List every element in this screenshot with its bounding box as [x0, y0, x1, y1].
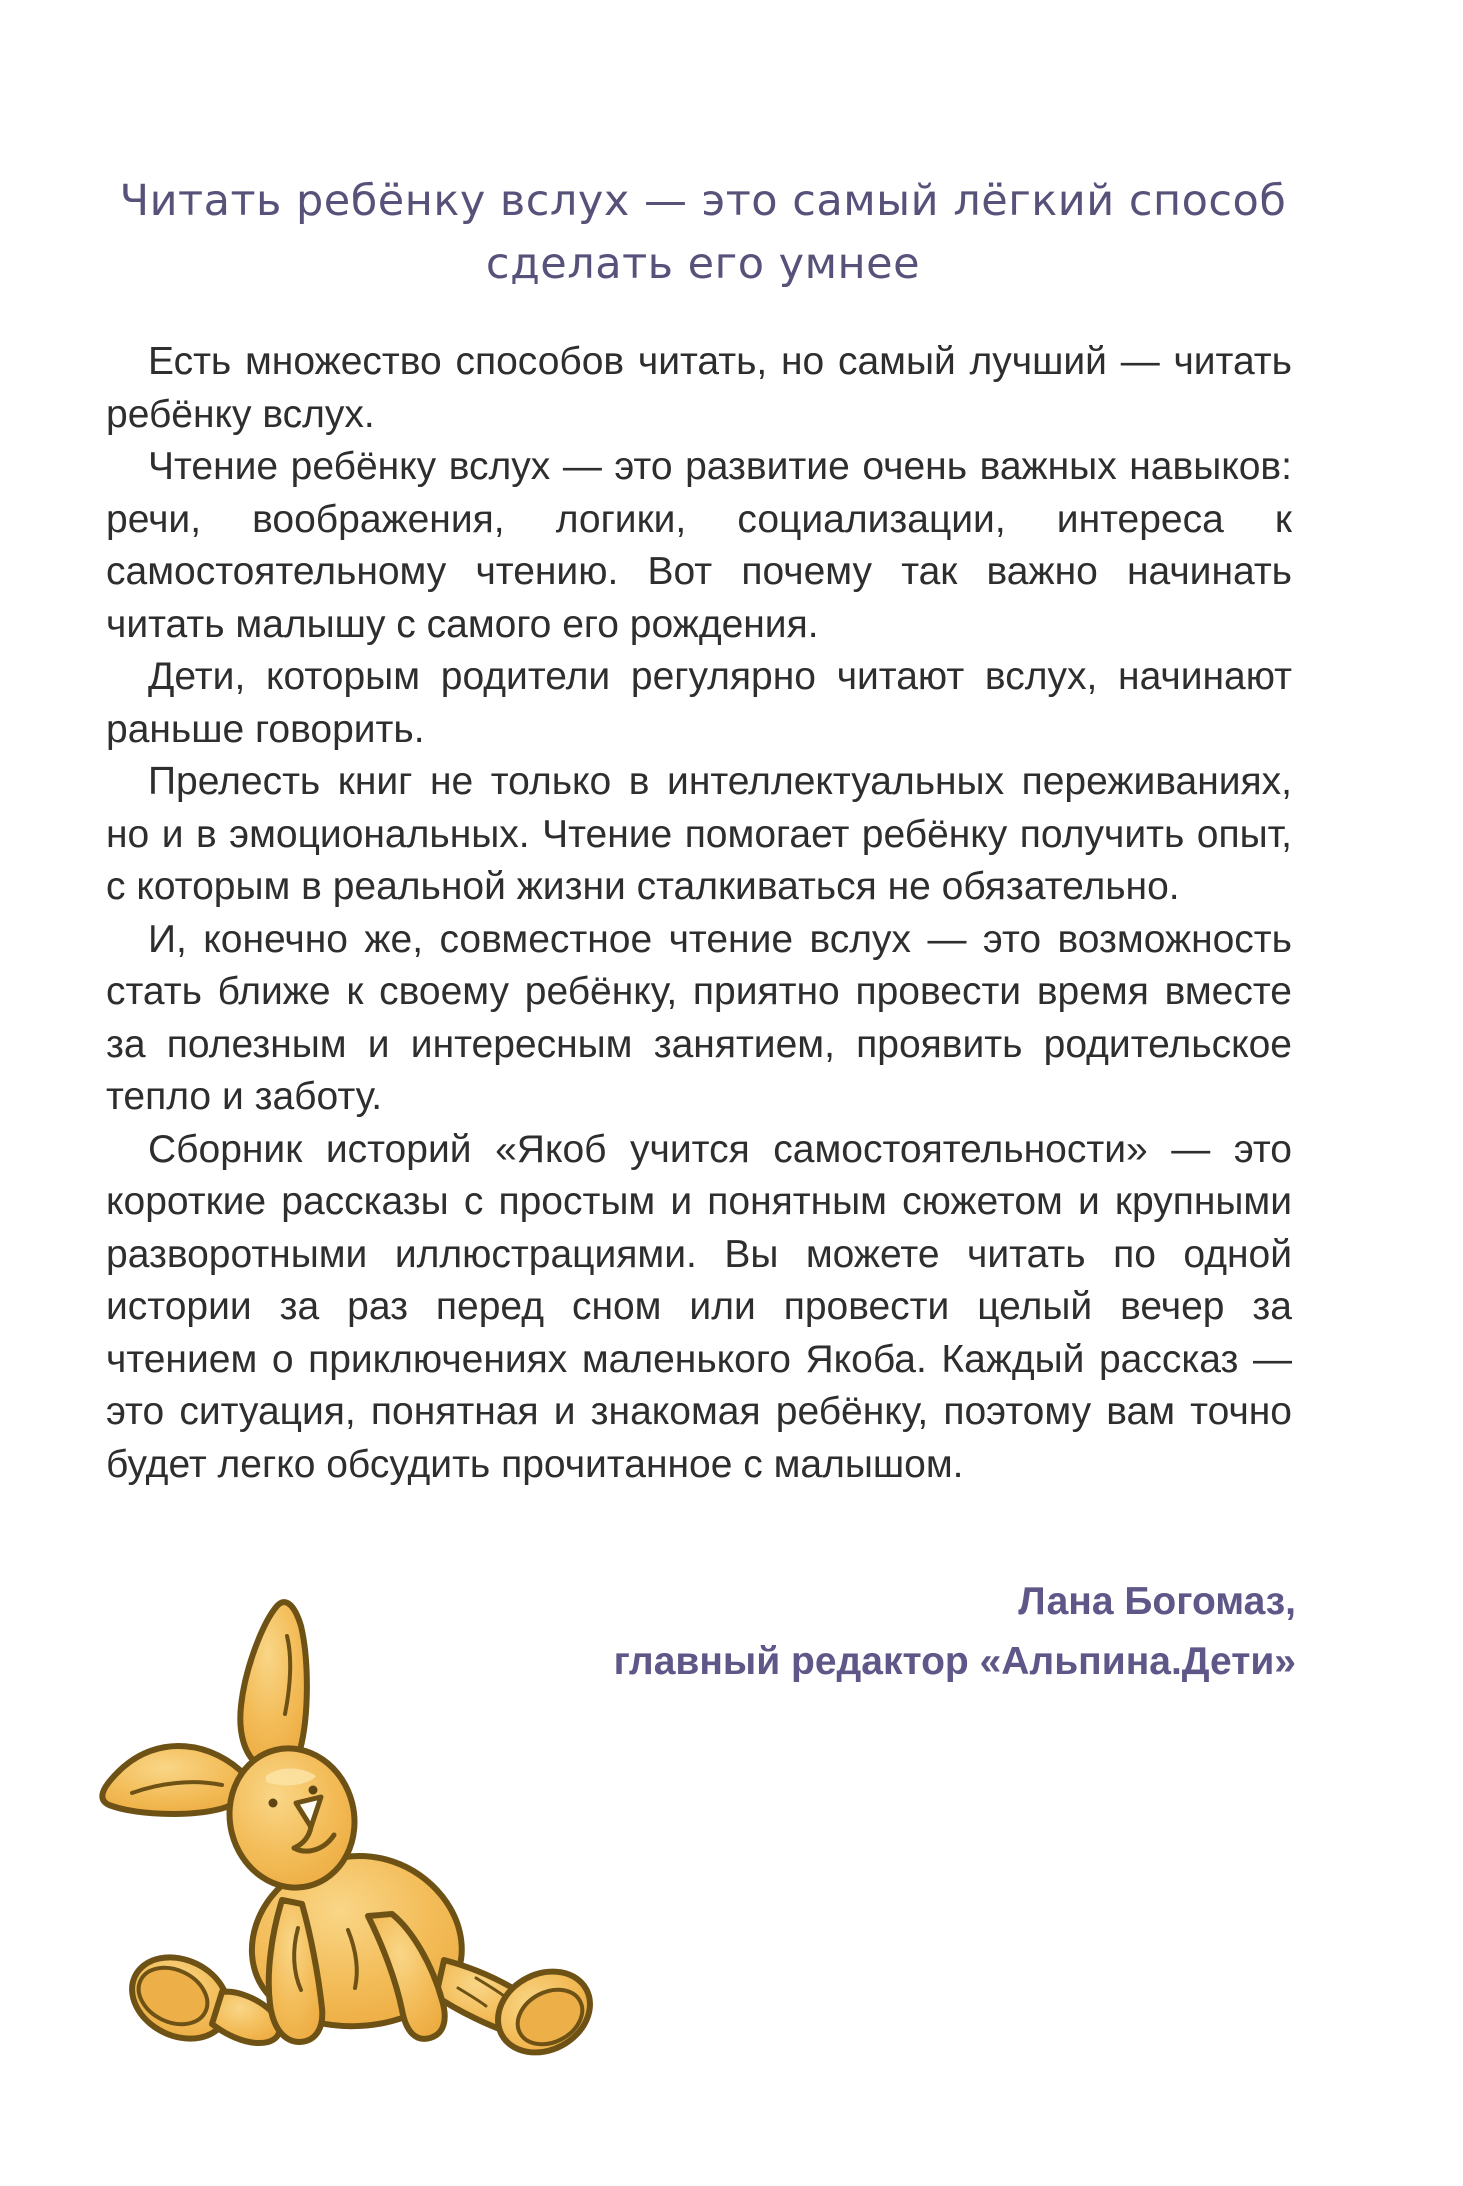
plush-bunny-icon: [94, 1596, 596, 2078]
heading-line-1: Читать ребёнку вслух — это самый лёгкий способ: [119, 176, 1287, 226]
paragraph-6: Сборник историй «Якоб учится самостоятельности» — это короткие рассказы с простым и понятным сюжетом и крупными разворотными иллюстрациями. Вы можете читать по одной истории за раз перед сном или провести целый вечер за чтением о приключениях маленького Якоба. Каждый рассказ — это ситуация, понятная и знакомая ребёнку, поэтому вам точно будет легко обсудить прочитанное с малышом.: [106, 1127, 1292, 1486]
body-text: [106, 336, 1292, 1491]
plush-bunny-illustration: [94, 1596, 596, 2078]
paragraph-4: Прелесть книг не только в интеллектуальных переживаниях, но и в эмоциональных. Чтение помогает ребёнку получить опыт, с которым в реальной жизни сталкиваться не обязательно.: [106, 760, 1292, 908]
signature-name: Лана Богомаз,: [1018, 1580, 1296, 1623]
page-title: [110, 170, 1296, 296]
paragraph-5: И, конечно же, совместное чтение вслух — это возможность стать ближе к своему ребёнку, приятно провести время вместе за полезным и интересным занятием, проявить родительское тепло и заботу.: [106, 917, 1292, 1118]
paragraph-2: Чтение ребёнку вслух — это развитие очень важных навыков: речи, воображения, логики, социализации, интереса к самостоятельному чтению. Вот почему так важно начинать читать малышу с самого его рождения.: [106, 445, 1292, 646]
paragraph-1: Есть множество способов читать, но самый лучший — читать ребёнку вслух.: [106, 340, 1292, 436]
heading-line-2: сделать его умнее: [485, 239, 921, 289]
paragraph-3: Дети, которым родители регулярно читают вслух, начинают раньше говорить.: [106, 655, 1292, 751]
signature-role: главный редактор «Альпина.Дети»: [613, 1640, 1296, 1683]
